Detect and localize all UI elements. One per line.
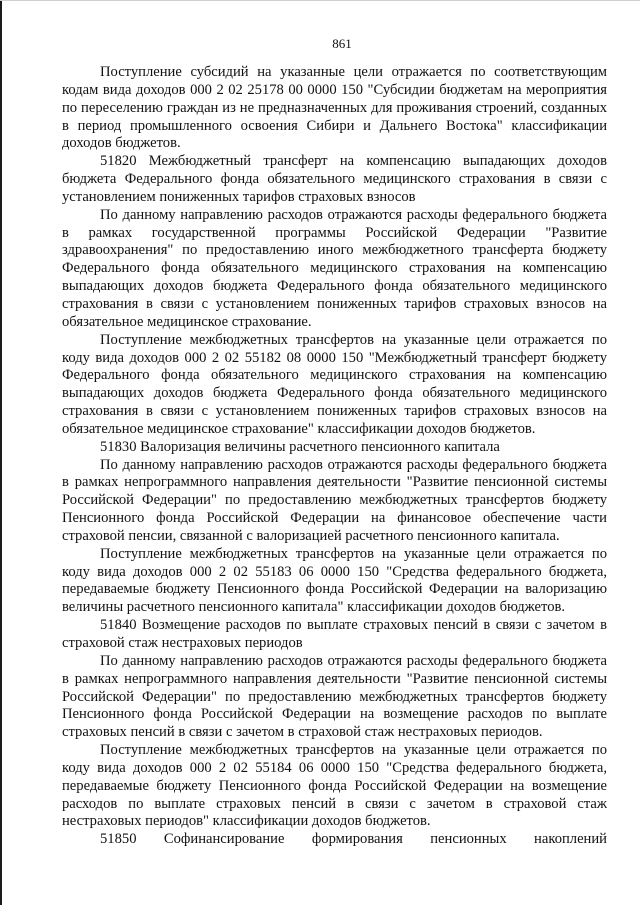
heading-51850: 51850 Софинансирование формирования пенсионных накоплений: [100, 831, 607, 848]
heading-51840: 51840 Возмещение расходов по выплате страховых пенсий в связи с зачетом в страховой стаж нестраховых периодов: [62, 617, 607, 651]
paragraph-51820-expenses: По данному направлению расходов отражаются расходы федерального бюджета в рамках государственной программы Российской Федерации "Развитие здравоохранения" по предоставлению иного межбюджетного трансферта бюджету Федерального фонда обязательного медицинского страхования на компенсацию выпадающих доходов бюджета Федерального фонда обязательного медицинского страхования в связи с установлением пониженных тарифов страховых взносов на обязательное медицинское страхование.: [62, 206, 607, 330]
document-body: [62, 64, 607, 849]
heading-51830: 51830 Валоризация величины расчетного пенсионного капитала: [100, 438, 500, 455]
page-edge-left: [0, 0, 2, 905]
paragraph-51820-receipt: Поступление межбюджетных трансфертов на указанные цели отражается по коду вида доходов 000 2 02 55182 08 0000 150 "Межбюджетный трансферт бюджету Федерального фонда обязательного медицинского страхования на компенсацию выпадающих доходов бюджета Федерального фонда обязательного медицинского страхования в связи с установлением пониженных тарифов страховых взносов на обязательное медицинское страхование" классификации доходов бюджетов.: [62, 331, 607, 437]
page-number: 861: [332, 36, 352, 51]
paragraph-51840-receipt: Поступление межбюджетных трансфертов на указанные цели отражается по коду вида доходов 000 2 02 55184 06 0000 150 "Средства федерального бюджета, передаваемые бюджету Пенсионного фонда Российской Федерации на возмещение расходов по выплате страховых пенсий в связи с зачетом в страховой стаж нестраховых периодов" классификации доходов бюджетов.: [62, 742, 607, 830]
paragraph-51830-expenses: По данному направлению расходов отражаются расходы федерального бюджета в рамках непрограммного направления деятельности "Развитие пенсионной системы Российской Федерации" по предоставлению межбюджетных трансфертов бюджету Пенсионного фонда Российской Федерации на финансовое обеспечение части страховой пенсии, связанной с валоризацией расчетного пенсионного капитала.: [62, 456, 607, 544]
paragraph-subsidies-receipt: Поступление субсидий на указанные цели отражается по соответствующим кодам вида доходов 000 2 02 25178 00 0000 150 "Субсидии бюджетам на мероприятия по переселению граждан из не предназначенных для проживания строений, созданных в период промышленного освоения Сибири и Дальнего Востока" классификации доходов бюджетов.: [62, 64, 607, 152]
heading-51820: 51820 Межбюджетный трансферт на компенсацию выпадающих доходов бюджета Федерального фонда обязательного медицинского страхования в связи с установлением пониженных тарифов страховых взносов: [62, 153, 607, 205]
paragraph-51840-expenses: По данному направлению расходов отражаются расходы федерального бюджета в рамках непрограммного направления деятельности "Развитие пенсионной системы Российской Федерации" по предоставлению межбюджетных трансфертов бюджету Пенсионного фонда Российской Федерации на возмещение расходов по выплате страховых пенсий в связи с зачетом в страховой стаж нестраховых периодов.: [62, 652, 607, 741]
page-edge-top: [0, 0, 640, 1]
paragraph-51830-receipt: Поступление межбюджетных трансфертов на указанные цели отражается по коду вида доходов 000 2 02 55183 06 0000 150 "Средства федерального бюджета, передаваемые бюджету Пенсионного фонда Российской Федерации на валоризацию величины расчетного пенсионного капитала" классификации доходов бюджетов.: [62, 545, 607, 616]
